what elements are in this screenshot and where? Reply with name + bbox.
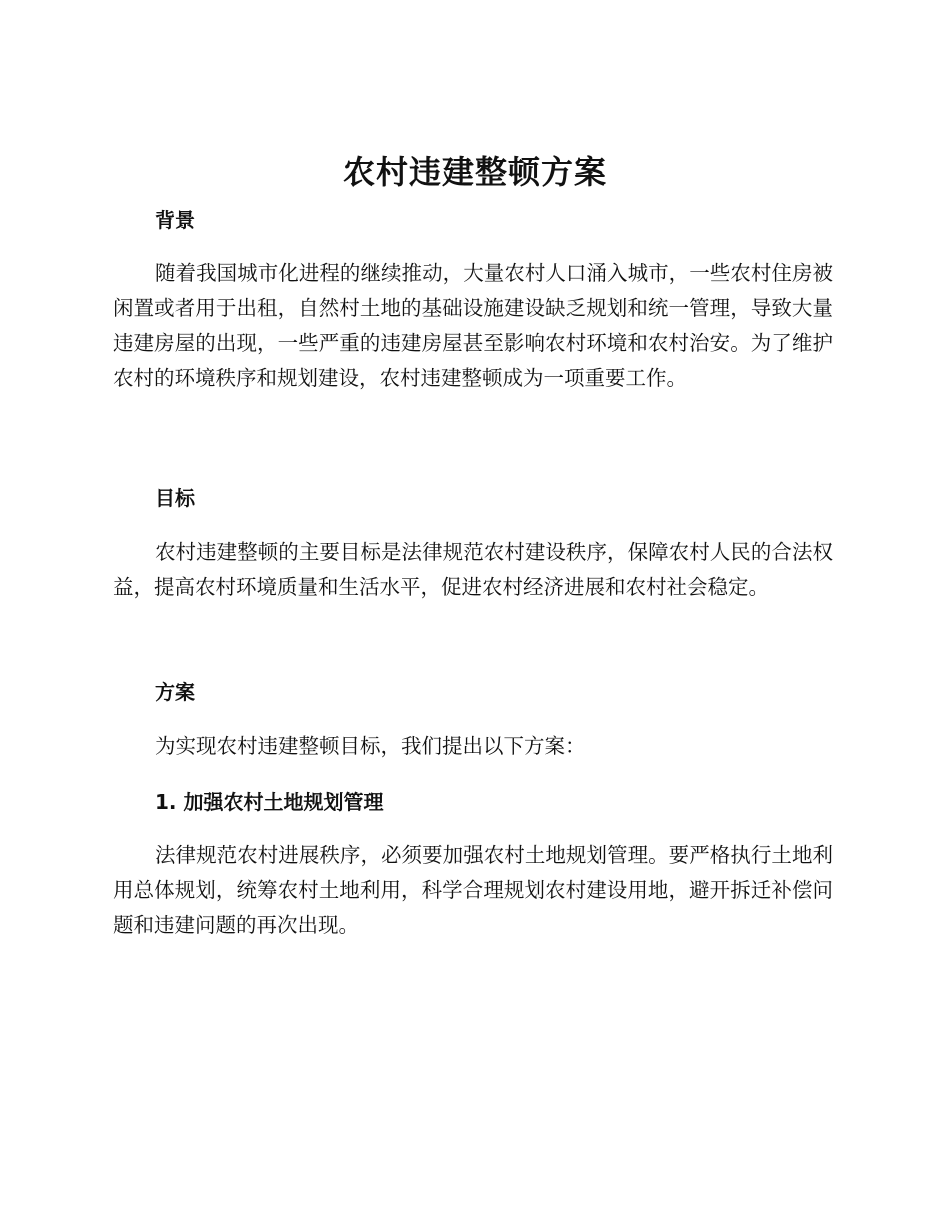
section-plan-intro xyxy=(113,729,833,764)
section-heading-background: 背景 xyxy=(155,208,195,232)
section-heading-goal: 目标 xyxy=(155,486,195,510)
paragraph-plan-intro: 为实现农村违建整顿目标，我们提出以下方案： xyxy=(155,734,586,758)
document-title: 农村违建整顿方案 xyxy=(342,153,607,191)
section-goal-body xyxy=(113,535,833,605)
plan-item-1-heading-wrap xyxy=(113,787,833,817)
section-plan-heading-wrap xyxy=(113,677,833,707)
plan-item-1-body xyxy=(113,838,833,943)
section-background-body xyxy=(113,256,833,396)
paragraph-plan-item: 法律规范农村进展秩序，必须要加强农村土地规划管理。要严格执行土地利用总体规划，统筹农村土地利用，科学合理规划农村建设用地，避开拆迁补偿问题和违建问题的再次出现。 xyxy=(113,843,833,937)
section-goal-heading-wrap xyxy=(113,483,833,513)
paragraph-goal: 农村违建整顿的主要目标是法律规范农村建设秩序，保障农村人民的合法权益，提高农村环境质量和生活水平，促进农村经济进展和农村社会稳定。 xyxy=(113,540,833,599)
section-background-heading-wrap xyxy=(113,205,833,235)
paragraph-background: 随着我国城市化进程的继续推动，大量农村人口涌入城市，一些农村住房被闲置或者用于出租，自然村土地的基础设施建设缺乏规划和统一管理，导致大量违建房屋的出现，一些严重的违建房屋甚至影响农村环境和农村治安。为了维护农村的环境秩序和规划建设，农村违建整顿成为一项重要工作。 xyxy=(113,261,833,390)
section-heading-plan: 方案 xyxy=(155,680,195,704)
plan-item-heading: 1. 加强农村土地规划管理 xyxy=(155,790,384,814)
